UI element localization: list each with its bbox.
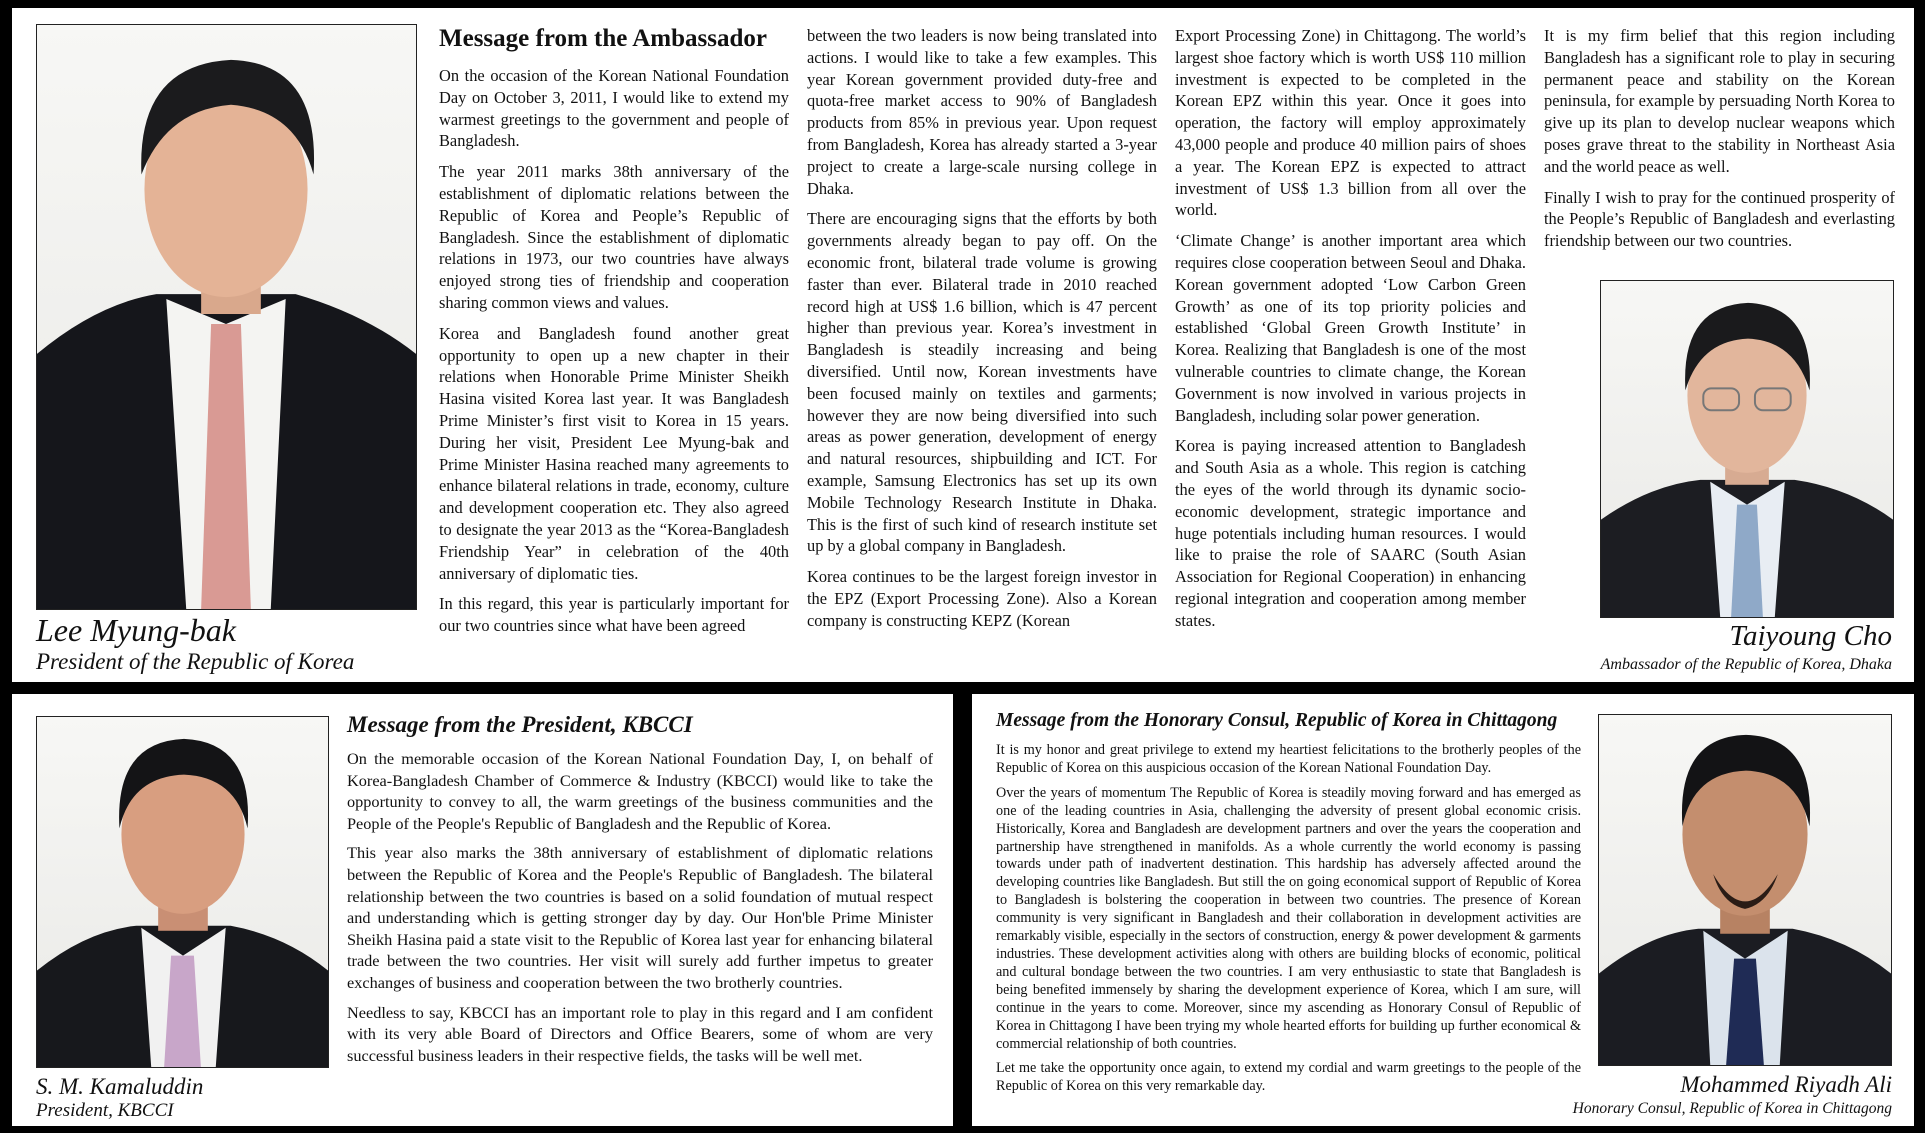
- ambassador-heading: Message from the Ambassador: [439, 25, 767, 52]
- ambassador-message-panel: [10, 6, 1916, 684]
- paragraph: ‘Climate Change’ is another important area which requires close cooperation between Seoul and Dhaka. Korean government adopted ‘Low Carbon Green Growth’ as one of its top priority policies and established ‘Global Green Growth Institute’ in Korea. Realizing that Bangladesh is one of the most vulnerable countries to climate change, the Korean Government is now involved in various projects in Bangladesh, including solar power generation.: [1175, 231, 1526, 425]
- ambassador-column-4: [1544, 25, 1895, 252]
- paragraph: Korea continues to be the largest foreign investor in the EPZ (Export Processing Zone). Also a Korean company is constructing KEPZ (Korean: [807, 567, 1157, 630]
- ambassador-column-3: [1175, 25, 1526, 632]
- kbcci-heading: Message from the President, KBCCI: [347, 712, 693, 737]
- paragraph: Korea is paying increased attention to Bangladesh and South Asia as a whole. This region is catching the eyes of the world through its dynamic socio-economic development, strategic importance and huge potentials including human resources. I would like to praise the role of SAARC (South Asian Association for Regional Cooperation) in enhancing regional integration and cooperation among member states.: [1175, 436, 1526, 630]
- president-lee-name: Lee Myung-bak: [36, 612, 236, 648]
- paragraph: Over the years of momentum The Republic of Korea is steadily moving forward and has emerged as one of the leading countries in Asia, challenging the adversity of present global economic crisis. Historically, Korea and Bangladesh are development partners and over the years the cooperation and partnership have strengthened in manifolds. As a whole currently the world economy is passing towards under path of inadvertent destination. This hardship has adversely affected around the developing countries like Bangladesh. But still the on going economical support of Republic of Korea to Bangladesh is bolstering the cooperation in between two countries. The presence of Korean community is very significant in Bangladesh and their collaboration in development activities are remarkably visible, especially in the sectors of construction, energy & power development & garments industries. These development activities along with others are building blocks of economic, political and cultural bondage between the two countries. I am very enthusiastic to state that Bangladesh is being benefited immensely by sharing the development experience of Korea, which I am sure, will continue in the years to come. Moreover, since my ascending as Honorary Consul of Republic of Korea in Chittagong I have been trying my whole hearted efforts for building up further economical & commercial relationship of both countries.: [996, 784, 1581, 1052]
- paragraph: between the two leaders is now being translated into actions. I would like to take a few examples. This year Korean government provided duty-free and quota-free market access to 90% of Bangladesh products from 85% in previous year. Upon request from Bangladesh, Korea has already started a 3-year project to create a large-scale nursing college in Dhaka.: [807, 26, 1157, 198]
- paragraph: Needless to say, KBCCI has an important role to play in this regard and I am confident with its very able Board of Directors and Office Bearers, some of whom are very successful business leaders in their respective fields, the tasks will be well met.: [347, 1002, 933, 1065]
- kamaluddin-photo: [36, 716, 329, 1068]
- paragraph: Finally I wish to pray for the continued prosperity of the People’s Republic of Bangladesh and everlasting friendship between our two countries.: [1544, 187, 1895, 251]
- paragraph: Export Processing Zone) in Chittagong. The world’s largest shoe factory which is worth US$ 110 million investment is expected to be completed in the Korean EPZ within this year. Once it goes into operation, the factory will employ approximately 43,000 people and produce 40 million pairs of shoes a year. The Korean EPZ is expected to attract investment of US$ 1.3 billion from all over the world.: [1175, 26, 1526, 220]
- honorary-consul-message-panel: [970, 692, 1916, 1128]
- kbcci-body: [347, 748, 933, 1066]
- kamaluddin-title: President, KBCCI: [36, 1100, 174, 1121]
- paragraph: It is my honor and great privilege to extend my heartiest felicitations to the brotherly peoples of the Republic of Korea on this auspicious occasion of the Korean National Foundation Day.: [996, 742, 1581, 776]
- portrait-figure-icon: [37, 25, 416, 609]
- ambassador-cho-name: Taiyoung Cho: [1729, 620, 1892, 652]
- paragraph: It is my firm belief that this region including Bangladesh has a significant role to play in securing permanent peace and stability on the Korean peninsula, for example by persuading North Korea to give up its plan to develop nuclear weapons which poses grave threat to the stability in Northeast Asia and the world peace as well.: [1544, 26, 1895, 176]
- portrait-figure-icon: [37, 717, 328, 1067]
- paragraph: Let me take the opportunity once again, to extend my cordial and warm greetings to the people of the Republic of Korea on this very remarkable day.: [996, 1060, 1581, 1095]
- riyadh-ali-title: Honorary Consul, Republic of Korea in Chittagong: [1572, 1100, 1892, 1117]
- portrait-figure-icon: [1599, 715, 1891, 1065]
- consul-heading: Message from the Honorary Consul, Republic of Korea in Chittagong: [996, 710, 1558, 731]
- president-lee-photo: [36, 24, 417, 610]
- paragraph: Korea and Bangladesh found another great opportunity to open up a new chapter in their relations when Honorable Prime Minister Sheikh Hasina visited Korea last year. It was Bangladesh Prime Minister’s first visit to Korea in 15 years. During her visit, President Lee Myung-bak and Prime Minister Hasina reached many agreements to enhance bilateral relations in trade, economy, culture and development cooperation etc. They also agreed to designate the year 2013 as the “Korea-Bangladesh Friendship Year” in celebration of the 40th anniversary of diplomatic ties.: [439, 323, 789, 583]
- paragraph: The year 2011 marks 38th anniversary of the establishment of diplomatic relations between the Republic of Korea and People’s Republic of Bangladesh. Since the establishment of diplomatic relations in 1973, our two countries have always enjoyed strong ties of friendship and cooperation sharing common views and values.: [439, 162, 789, 312]
- kamaluddin-name: S. M. Kamaluddin: [36, 1074, 204, 1099]
- riyadh-ali-name: Mohammed Riyadh Ali: [1680, 1072, 1892, 1097]
- paragraph: This year also marks the 38th anniversary of establishment of diplomatic relations between the Republic of Korea and the People's Republic of Bangladesh. The bilateral relationship between the two countries is based on a solid foundation of mutual respect and understanding which is getting stronger day by day. Our Hon'ble Prime Minister Sheikh Hasina paid a state visit to the Republic of Korea last year for enhancing bilateral trade between the two countries. Her visit will surely add further impetus to greater exchanges of business and cooperation between the two brotherly countries.: [347, 843, 933, 992]
- ambassador-column-2: [807, 25, 1157, 632]
- paragraph: On the occasion of the Korean National Foundation Day on October 3, 2011, I would like to extend my warmest greetings to the government and people of Bangladesh.: [439, 66, 789, 151]
- president-lee-title: President of the Republic of Korea: [36, 649, 355, 674]
- consul-body: [996, 742, 1581, 1096]
- paragraph: There are encouraging signs that the efforts by both governments already began to pay off. On the economic front, bilateral trade volume is growing faster than ever. Bilateral trade in 2010 reached record high at US$ 1.6 billion, which is 47 percent higher than previous year. Korea’s investment in Bangladesh is steadily increasing and being diversified. Until now, Korean investments have been focused mainly on textiles and garments; however they are now being diversified into such areas as power generation, development of energy and natural resources, shipbuilding and ICT. For example, Samsung Electronics has set up its own Mobile Technology Research Institute in Dhaka. This is the first of such kind of research institute set up by a global company in Bangladesh.: [807, 209, 1157, 556]
- paragraph: On the memorable occasion of the Korean National Foundation Day, I, on behalf of Korea-Bangladesh Chamber of Commerce & Industry (KBCCI) would like to take the opportunity to convey to all, the warm greetings of the business communities and the People of the People's Republic of Bangladesh and the Republic of Korea.: [347, 749, 933, 833]
- riyadh-ali-photo: [1598, 714, 1892, 1066]
- portrait-figure-icon: [1601, 281, 1893, 617]
- kbcci-message-panel: [10, 692, 955, 1128]
- ambassador-cho-title: Ambassador of the Republic of Korea, Dhaka: [1600, 656, 1892, 673]
- ambassador-column-1: [439, 65, 789, 637]
- paragraph: In this regard, this year is particularly important for our two countries since what have been agreed: [439, 594, 789, 636]
- ambassador-cho-photo: [1600, 280, 1894, 618]
